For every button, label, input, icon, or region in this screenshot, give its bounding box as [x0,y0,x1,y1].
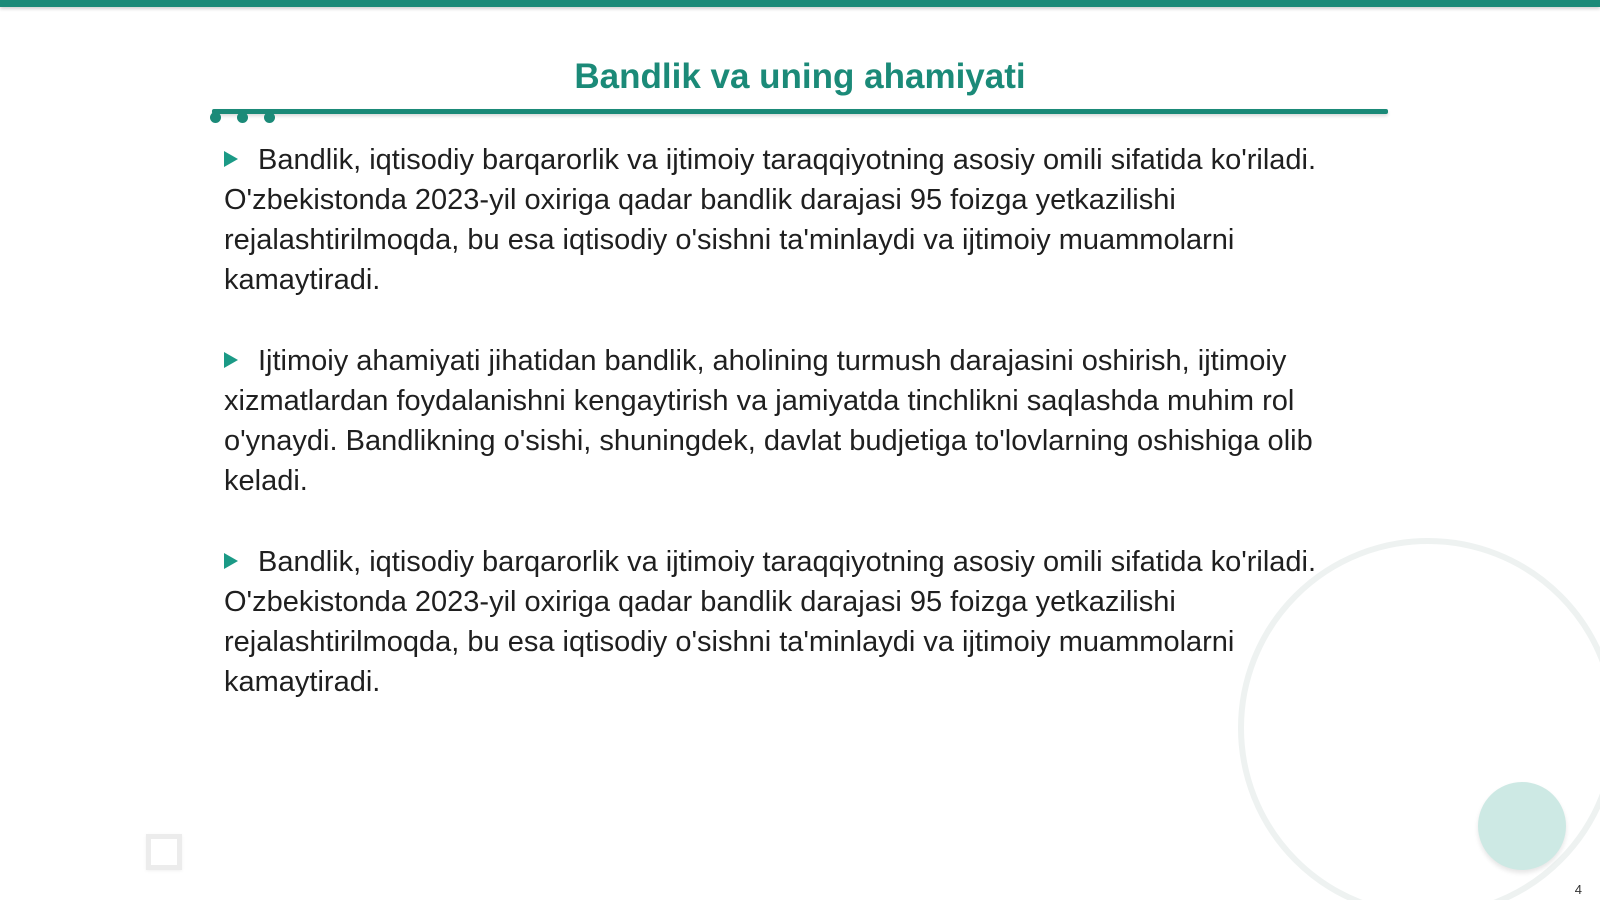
title-underline [212,109,1388,114]
underline-dot [264,112,275,123]
bullet-text: Ijtimoiy ahamiyati jihatidan bandlik, aholining turmush darajasini oshirish, ijtimoiy xizmatlardan foydalanishni kengaytirish va jamiyatda tinchlikni saqlashda muhim rol o'ynaydi. Bandlikning o'sishi, shuningdek, davlat budjetiga to'lovlarning oshishiga olib keladi. [224,345,1313,497]
bullet-arrow-icon [224,352,238,368]
bullet-list [224,140,1374,743]
decorative-circle [1478,782,1566,870]
bullet-arrow-icon [224,553,238,569]
bullet-item [224,341,1374,501]
top-accent-bar [0,0,1600,7]
underline-dot [210,112,221,123]
underline-dot [237,112,248,123]
bullet-arrow-icon [224,151,238,167]
bullet-text: Bandlik, iqtisodiy barqarorlik va ijtimoiy taraqqiyotning asosiy omili sifatida ko'riladi. O'zbekistonda 2023-yil oxiriga qadar bandlik darajasi 95 foizga yetkazilishi rejalashtirilmoqda, bu esa iqtisodiy o'sishni ta'minlaydi va ijtimoiy muammolarni kamaytiradi. [224,546,1317,698]
bullet-item [224,542,1374,702]
page-number: 4 [1574,882,1582,897]
decorative-square [146,834,182,870]
bullet-item [224,140,1374,300]
slide-title: Bandlik va uning ahamiyati [574,57,1026,96]
bullet-text: Bandlik, iqtisodiy barqarorlik va ijtimoiy taraqqiyotning asosiy omili sifatida ko'riladi. O'zbekistonda 2023-yil oxiriga qadar bandlik darajasi 95 foizga yetkazilishi rejalashtirilmoqda, bu esa iqtisodiy o'sishni ta'minlaydi va ijtimoiy muammolarni kamaytiradi. [224,144,1317,296]
